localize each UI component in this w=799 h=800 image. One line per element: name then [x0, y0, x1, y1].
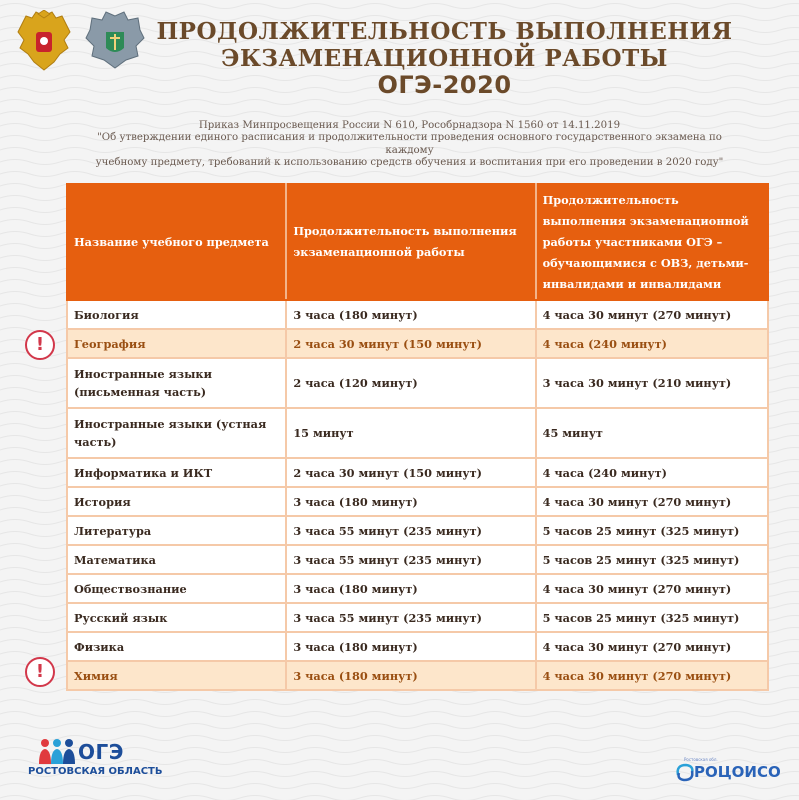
duration-ovz-cell: 4 часа 30 минут (270 минут) — [536, 487, 768, 516]
exam-duration-table — [66, 183, 769, 691]
subject-cell: Биология — [67, 300, 286, 329]
title-line-2: ЭКЗАМЕНАЦИОННОЙ РАБОТЫ — [221, 45, 668, 72]
subject-cell: Информатика и ИКТ — [67, 458, 286, 487]
duration-cell: 3 часа (180 минут) — [286, 632, 535, 661]
subject-cell: Иностранные языки (устная часть) — [67, 408, 286, 458]
decree-line-1: Приказ Минпросвещения России N 610, Рособрнадзора N 1560 от 14.11.2019 — [198, 120, 621, 131]
table-row — [67, 358, 768, 408]
rocoiso-swirl-icon — [674, 761, 696, 783]
warning-icon: ! — [25, 657, 55, 687]
decree-line-3: учебному предмету, требований к использованию средств обучения и воспитания при его проведении в 2020 году" — [95, 157, 724, 169]
subject-cell: География — [67, 329, 286, 358]
subject-cell: Русский язык — [67, 603, 286, 632]
duration-cell: 3 часа (180 минут) — [286, 300, 535, 329]
oge-logo-region: РОСТОВСКАЯ ОБЛАСТЬ — [28, 766, 163, 777]
duration-ovz-cell: 5 часов 25 минут (325 минут) — [536, 516, 768, 545]
duration-cell: 3 часа 55 минут (235 минут) — [286, 516, 535, 545]
title-line-3: ОГЭ-2020 — [377, 71, 512, 99]
duration-cell: 3 часа (180 минут) — [286, 487, 535, 516]
duration-cell: 3 часа (180 минут) — [286, 661, 535, 690]
duration-ovz-cell: 4 часа 30 минут (270 минут) — [536, 632, 768, 661]
header-subject: Название учебного предмета — [67, 184, 286, 300]
table-row — [67, 458, 768, 487]
table-row — [67, 632, 768, 661]
oge-rostov-logo — [28, 738, 163, 784]
table-row — [67, 574, 768, 603]
rosobrnadzor-emblem-icon — [84, 10, 146, 72]
duration-ovz-cell: 3 часа 30 минут (210 минут) — [536, 358, 768, 408]
oge-people-icon — [36, 738, 76, 766]
duration-ovz-cell: 45 минут — [536, 408, 768, 458]
duration-cell: 2 часа 30 минут (150 минут) — [286, 458, 535, 487]
subject-cell: Литература — [67, 516, 286, 545]
duration-cell: 3 часа (180 минут) — [286, 574, 535, 603]
table-row — [67, 300, 768, 329]
duration-ovz-cell: 4 часа 30 минут (270 минут) — [536, 661, 768, 690]
oge-logo-word: ОГЭ — [78, 740, 124, 764]
table-row — [67, 516, 768, 545]
duration-ovz-cell: 4 часа 30 минут (270 минут) — [536, 300, 768, 329]
decree-line-2: "Об утверждении единого расписания и продолжительности проведения основного государственного экзамена по каждому — [97, 132, 722, 156]
duration-ovz-cell: 4 часа (240 минут) — [536, 329, 768, 358]
subject-cell: Математика — [67, 545, 286, 574]
duration-cell: 15 минут — [286, 408, 535, 458]
duration-ovz-cell: 5 часов 25 минут (325 минут) — [536, 545, 768, 574]
duration-cell: 2 часа (120 минут) — [286, 358, 535, 408]
table-row — [67, 603, 768, 632]
decree-reference — [80, 120, 739, 170]
duration-cell: 3 часа 55 минут (235 минут) — [286, 545, 535, 574]
coat-of-arms-icon — [16, 10, 72, 74]
subject-cell: Физика — [67, 632, 286, 661]
title-line-1: ПРОДОЛЖИТЕЛЬНОСТЬ ВЫПОЛНЕНИЯ — [156, 18, 733, 45]
subject-cell: Химия — [67, 661, 286, 690]
rocoiso-logo-sub: Ростовская обл. — [684, 757, 718, 762]
table-row — [67, 487, 768, 516]
table-row-highlighted — [67, 329, 768, 358]
table-row — [67, 408, 768, 458]
table-header-row — [67, 184, 768, 300]
subject-cell: История — [67, 487, 286, 516]
rocoiso-logo — [674, 757, 784, 787]
header-duration-ovz: Продолжительность выполнения экзаменационной работы участниками ОГЭ – обучающимися с ОВЗ, детьми-инвалидами и инвалидами — [536, 184, 768, 300]
duration-ovz-cell: 4 часа 30 минут (270 минут) — [536, 574, 768, 603]
table-row-highlighted — [67, 661, 768, 690]
duration-ovz-cell: 4 часа (240 минут) — [536, 458, 768, 487]
header-duration: Продолжительность выполнения экзаменационной работы — [286, 184, 535, 300]
rocoiso-logo-word: РОЦОИСО — [694, 763, 781, 781]
subject-cell: Иностранные языки (письменная часть) — [67, 358, 286, 408]
table-row — [67, 545, 768, 574]
duration-ovz-cell: 5 часов 25 минут (325 минут) — [536, 603, 768, 632]
duration-cell: 3 часа 55 минут (235 минут) — [286, 603, 535, 632]
duration-cell: 2 часа 30 минут (150 минут) — [286, 329, 535, 358]
page-title — [150, 18, 739, 99]
subject-cell: Обществознание — [67, 574, 286, 603]
warning-icon: ! — [25, 330, 55, 360]
